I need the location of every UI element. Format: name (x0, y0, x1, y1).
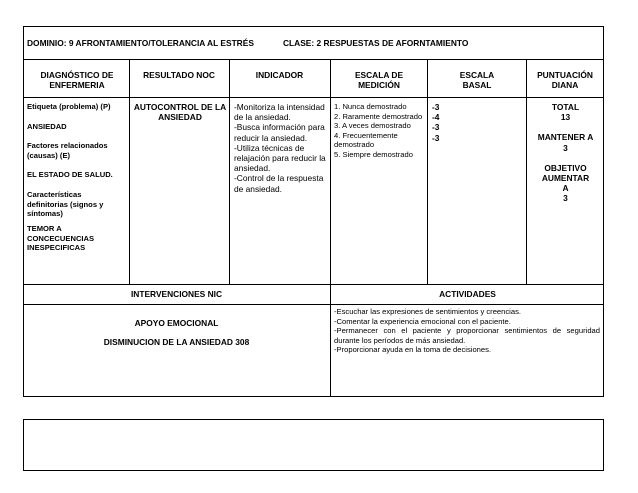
col-header-target: PUNTUACIÓN DIANA (537, 70, 593, 91)
care-plan-table (23, 26, 604, 471)
diagnosis-problem-label: Etiqueta (problema) (P) (27, 102, 111, 111)
col-header-base-scale: ESCALA BASAL (459, 70, 495, 91)
activity-item: -Comentar la experiencia emocional con el paciente. (334, 316, 511, 326)
activity-item: -Escuchar las expresiones de sentimientos y creencias. (334, 307, 521, 316)
domain-label: DOMINIO: 9 AFRONTAMIENTO/TOLERANCIA AL ESTRÉS (27, 38, 254, 48)
diagnosis-problem: ANSIEDAD (27, 122, 67, 131)
nic-header: INTERVENCIONES NIC (130, 289, 223, 299)
col-header-indicator: INDICADOR (255, 70, 304, 80)
indicator-item: -Busca información para reducir la ansiedad. (234, 122, 325, 143)
bottom-empty-box (23, 419, 604, 471)
diagnosis-characteristics-label: Características definitorias (signos y síntomas) (27, 190, 104, 219)
nic-intervention: APOYO EMOCIONAL (134, 318, 219, 328)
scale-item: 4. Frecuentemente demostrado (334, 130, 398, 150)
base-score: -3 (432, 102, 440, 112)
activities-list (334, 307, 600, 355)
total-value: 13 (560, 112, 571, 123)
objective-label: OBJETIVO (544, 162, 587, 173)
indicator-item: -Utiliza técnicas de relajación para reducir la ansiedad. (234, 142, 326, 174)
diagnosis-characteristics: TEMOR A CONCECUENCIAS INESPECIFICAS (27, 224, 95, 253)
maintain-value: 3 (563, 142, 568, 153)
diagnosis-factors: EL ESTADO DE SALUD. (27, 170, 113, 179)
col-header-scale: ESCALA DE MEDICIÓN (354, 70, 404, 91)
diagnosis-factors-label: Factores relacionados (causas) (E) (27, 141, 108, 160)
activities-header: ACTIVIDADES (439, 289, 496, 299)
class-label: CLASE: 2 RESPUESTAS DE AFORNTAMIENTO (283, 38, 469, 48)
col-header-diagnosis: DIAGNÓSTICO DE ENFERMERIA (40, 70, 114, 91)
scale-item: 3. A veces demostrado (334, 121, 411, 131)
increase-value: 3 (563, 193, 568, 204)
noc-result: AUTOCONTROL DE LA ANSIEDAD (133, 102, 227, 123)
base-score: -3 (432, 132, 440, 143)
scale-item: 5. Siempre demostrado (334, 149, 413, 159)
nic-sub-intervention: DISMINUCION DE LA ANSIEDAD 308 (103, 337, 250, 347)
activity-item: -Permanecer con el paciente y proporcionar sentimientos de seguridad durante los períodos de más ansiedad. (334, 326, 600, 345)
increase-a: A (562, 183, 569, 194)
scale-list (334, 102, 426, 160)
base-score-list (432, 102, 472, 143)
scale-item: 2. Raramente demostrado (334, 111, 423, 121)
col-header-noc: RESULTADO NOC (143, 70, 215, 80)
indicator-item: -Control de la respuesta de ansiedad. (234, 173, 324, 194)
total-label: TOTAL (551, 102, 580, 112)
increase-label: AUMENTAR (541, 173, 590, 184)
indicator-item: -Monitoriza la intensidad de la ansiedad. (234, 102, 325, 123)
indicator-list (234, 102, 326, 194)
base-score: -3 (432, 122, 440, 133)
scale-item: 1. Nunca demostrado (334, 102, 407, 111)
base-score: -4 (432, 112, 440, 123)
target-score-block (527, 102, 604, 204)
maintain-label: MANTENER A (537, 132, 594, 143)
activity-item: -Proporcionar ayuda en la toma de decisiones. (334, 345, 492, 355)
